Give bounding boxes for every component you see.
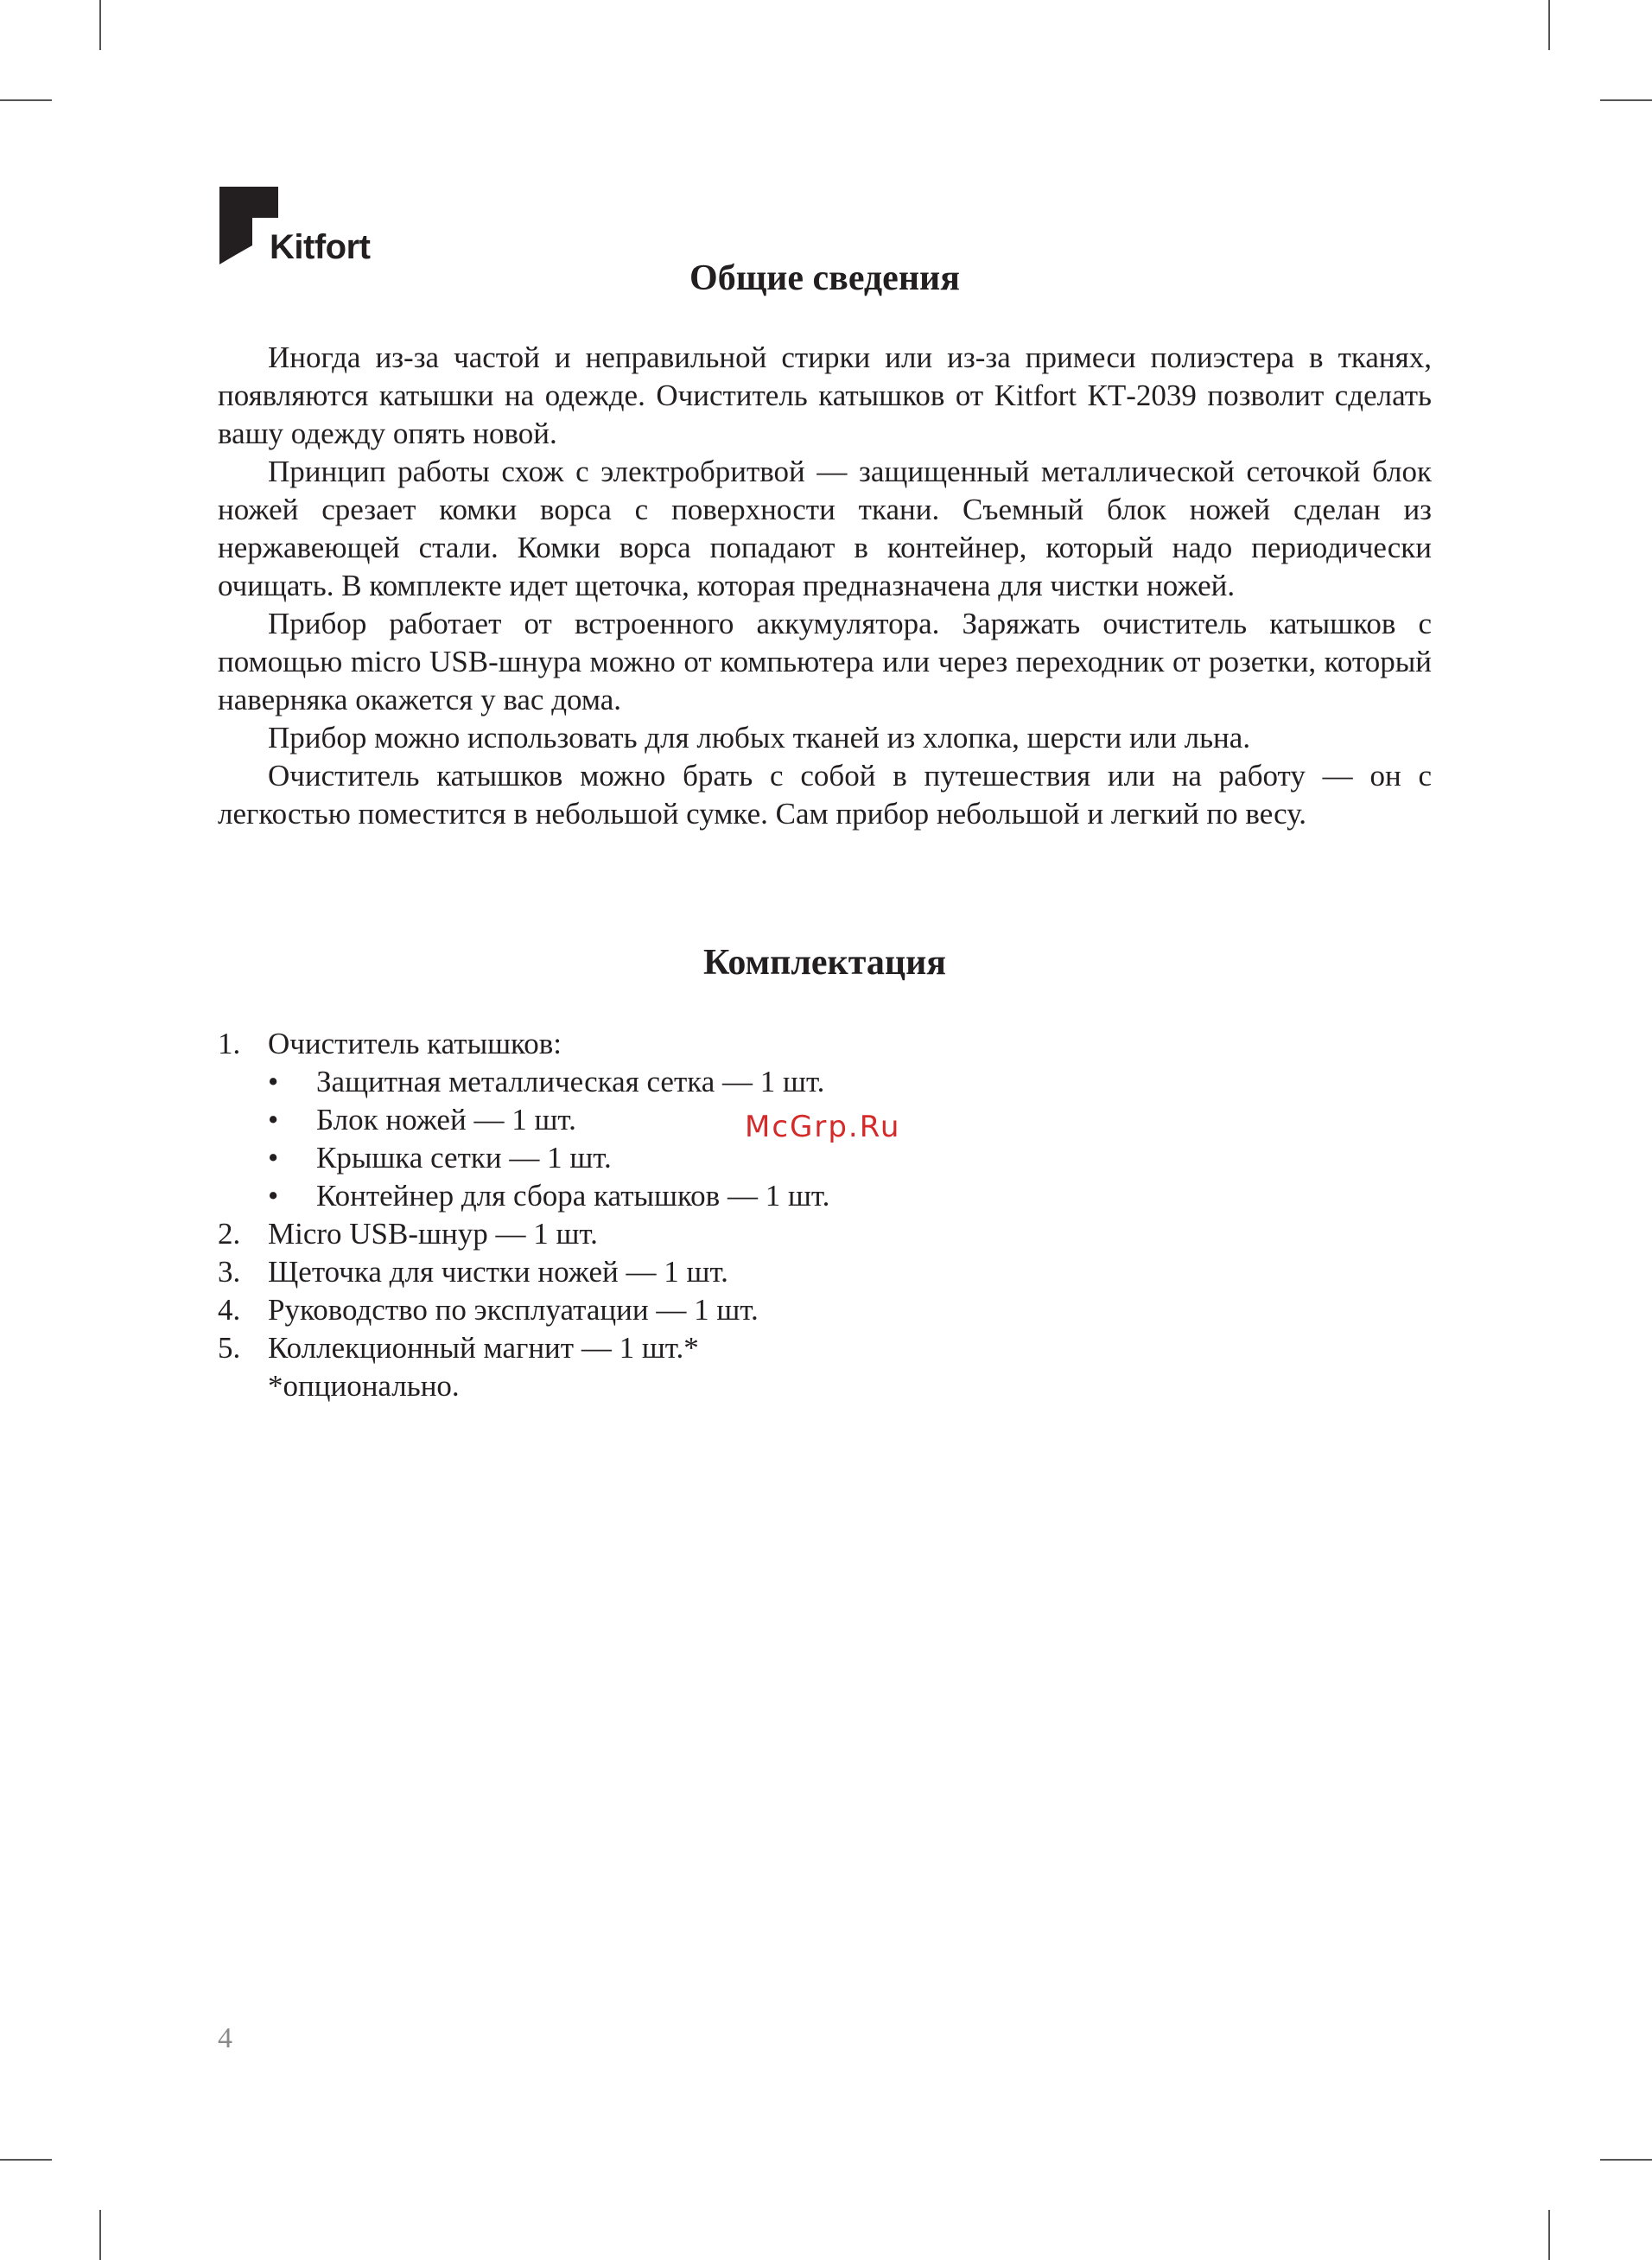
paragraph: Прибор можно использовать для любых тканей из хлопка, шерсти или льна. bbox=[268, 721, 1251, 754]
watermark: McGrp.Ru bbox=[745, 1110, 901, 1144]
crop-mark bbox=[99, 0, 101, 50]
paragraph: Очиститель катышков можно брать с собой в путешествия или на работу — он с легкостью поместится в небольшой сумке. Сам прибор небольшой и легкий по весу. bbox=[218, 759, 1432, 831]
list-item bbox=[218, 1329, 1082, 1367]
general-info-body bbox=[218, 339, 1432, 833]
crop-mark bbox=[1548, 0, 1550, 50]
crop-mark bbox=[99, 2210, 101, 2260]
list-item-text: Руководство по эксплуатации — 1 шт. bbox=[268, 1293, 759, 1327]
bullet-icon: • bbox=[268, 1179, 279, 1213]
sub-list-item-text: Защитная металлическая сетка — 1 шт. bbox=[316, 1065, 825, 1098]
crop-mark bbox=[1600, 2159, 1652, 2161]
list-item-number: 1. bbox=[218, 1027, 241, 1060]
paragraph: Принцип работы схож с электробритвой — защищенный металлической сеточкой блок ножей срезает комки ворса с поверхности ткани. Съемный блок ножей сделан из нержавеющей стали. Комки ворса попадают в контейнер, который надо периодически очищать. В комплекте идет щеточка, которая предназначена для чистки ножей. bbox=[218, 455, 1432, 602]
list-item-text: Щеточка для чистки ножей — 1 шт. bbox=[268, 1255, 728, 1289]
list-item bbox=[218, 1291, 1082, 1329]
sub-list-item bbox=[218, 1139, 1082, 1177]
list-item-text: Коллекционный магнит — 1 шт.* bbox=[268, 1331, 699, 1365]
sub-list-item-text: Блок ножей — 1 шт. bbox=[316, 1103, 576, 1136]
list-item-text: Очиститель катышков: bbox=[268, 1027, 562, 1060]
paragraph: Прибор работает от встроенного аккумулятора. Заряжать очиститель катышков с помощью micro USB-шнура можно от компьютера или через переходник от розетки, который наверняка окажется у вас дома. bbox=[218, 607, 1432, 716]
section-heading-package-contents: Комплектация bbox=[702, 943, 947, 983]
section-heading-general-info: Общие сведения bbox=[689, 258, 960, 298]
sub-list-item bbox=[218, 1063, 1082, 1101]
page-number: 4 bbox=[218, 2022, 232, 2054]
list-item bbox=[218, 1253, 1082, 1291]
crop-mark bbox=[0, 99, 52, 101]
sub-list-item-text: Крышка сетки — 1 шт. bbox=[316, 1141, 612, 1175]
sub-list-item bbox=[218, 1101, 1082, 1139]
crop-mark bbox=[0, 2159, 52, 2161]
crop-mark bbox=[1548, 2210, 1550, 2260]
footnote bbox=[218, 1367, 1082, 1405]
list-item-number: 2. bbox=[218, 1217, 241, 1251]
list-item-number: 5. bbox=[218, 1331, 241, 1365]
paragraph: Иногда из-за частой и неправильной стирки или из-за примеси полиэстера в тканях, появляются катышки на одежде. Очиститель катышков от Kitfort КТ-2039 позволит сделать вашу одежду опять новой. bbox=[218, 341, 1432, 450]
logo-brand-text: Kitfort bbox=[270, 228, 371, 266]
list-item bbox=[218, 1215, 1082, 1253]
list-item-text: Micro USB-шнур — 1 шт. bbox=[268, 1217, 598, 1251]
package-contents-list bbox=[218, 1025, 1082, 1405]
bullet-icon: • bbox=[268, 1103, 279, 1136]
sub-list-item-text: Контейнер для сбора катышков — 1 шт. bbox=[316, 1179, 830, 1213]
list-item bbox=[218, 1025, 1082, 1063]
crop-mark bbox=[1600, 99, 1652, 101]
footnote-text: *опционально. bbox=[268, 1369, 460, 1403]
sub-list-item bbox=[218, 1177, 1082, 1215]
list-item-number: 4. bbox=[218, 1293, 241, 1327]
bullet-icon: • bbox=[268, 1065, 279, 1098]
bullet-icon: • bbox=[268, 1141, 279, 1175]
list-item-number: 3. bbox=[218, 1255, 241, 1289]
